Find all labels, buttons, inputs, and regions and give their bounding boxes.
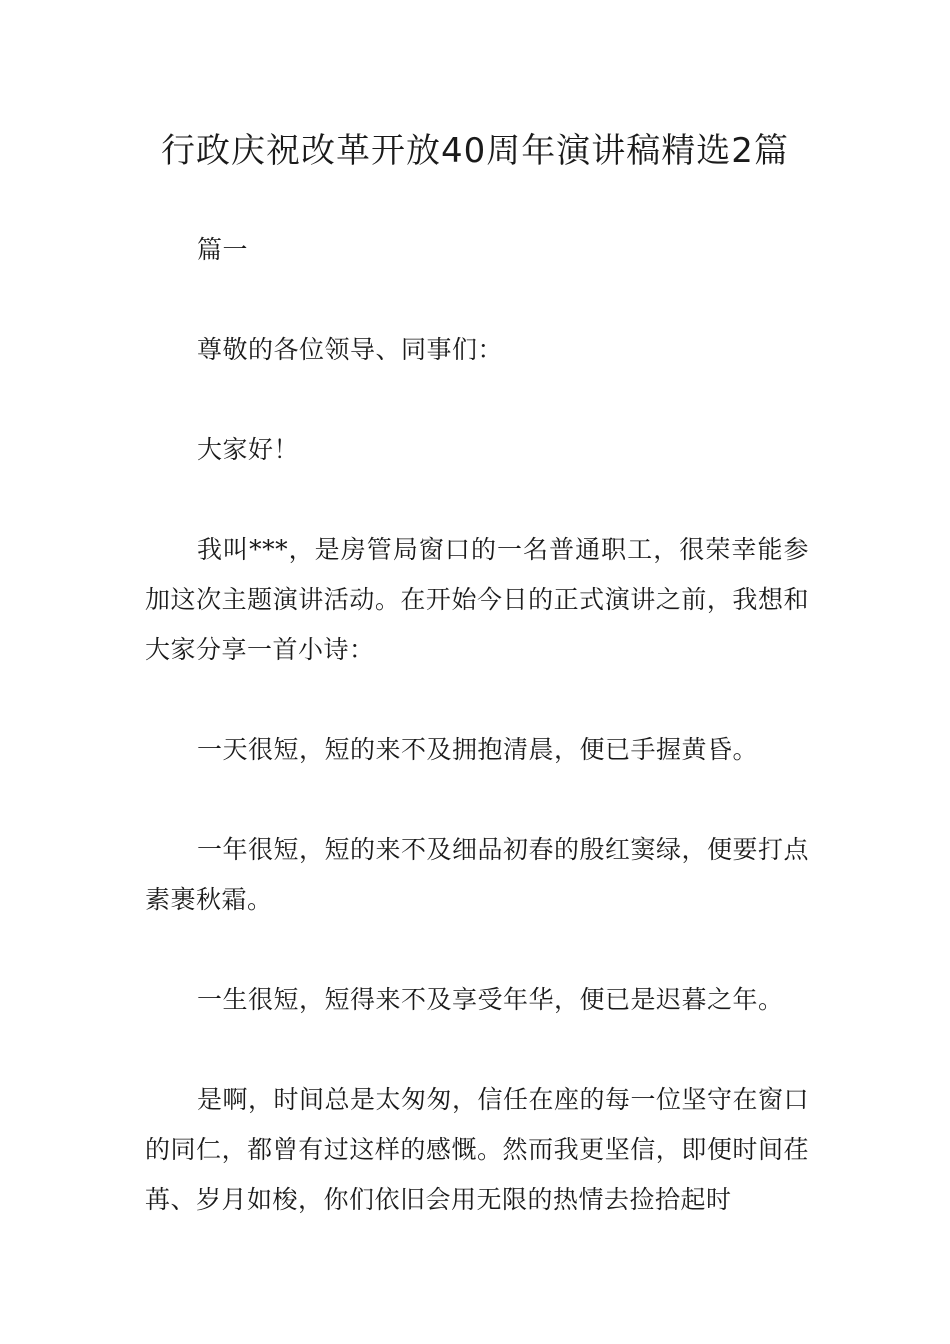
paragraph-poem-line-1: 一天很短，短的来不及拥抱清晨，便已手握黄昏。	[197, 735, 759, 764]
paragraph-poem-line-3: 一生很短，短得来不及享受年华，便已是迟暮之年。	[197, 985, 784, 1014]
paragraph-section-heading: 篇一	[197, 235, 249, 264]
paragraph-salutation: 尊敬的各位领导、同事们：	[197, 335, 504, 364]
paragraph-greeting: 大家好！	[197, 435, 300, 464]
paragraph-poem-line-2: 一年很短，短的来不及细品初春的殷红窦绿，便要打点素裹秋霜。	[145, 835, 810, 914]
paragraph-introduction: 我叫***，是房管局窗口的一名普通职工，很荣幸能参加这次主题演讲活动。在开始今日的正式演讲之前，我想和大家分享一首小诗：	[145, 535, 809, 664]
paragraph-reflection: 是啊，时间总是太匆匆，信任在座的每一位坚守在窗口的同仁，都曾有过这样的感慨。然而我更坚信，即便时间荏苒、岁月如梭，你们依旧会用无限的热情去捡拾起时	[145, 1085, 810, 1214]
document-title: 行政庆祝改革开放40周年演讲稿精选2篇	[161, 131, 789, 171]
document-body	[145, 225, 809, 1275]
